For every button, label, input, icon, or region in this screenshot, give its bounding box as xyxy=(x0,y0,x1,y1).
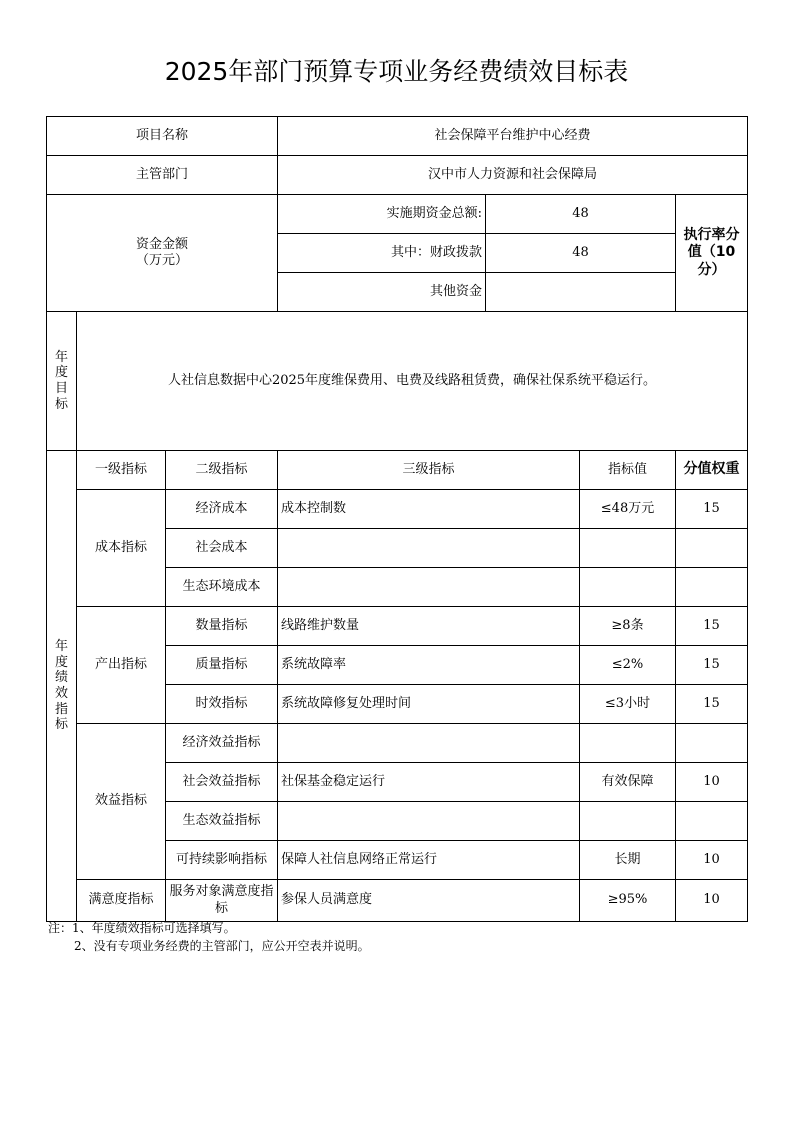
header-level1: 一级指标 xyxy=(77,451,166,490)
level2-cell: 时效指标 xyxy=(166,685,278,724)
indicator-value-cell: ≤3小时 xyxy=(580,685,676,724)
level1-cell: 成本指标 xyxy=(77,490,166,607)
annual-goal-text: 人社信息数据中心2025年度维保费用、电费及线路租赁费，确保社保系统平稳运行。 xyxy=(77,312,748,451)
table-row xyxy=(47,724,748,763)
indicator-value-cell xyxy=(580,802,676,841)
level1-cell: 满意度指标 xyxy=(77,880,166,922)
other-fund-label: 其他资金 xyxy=(278,273,486,312)
level2-cell: 数量指标 xyxy=(166,607,278,646)
weight-cell: 10 xyxy=(676,880,748,922)
weight-cell: 10 xyxy=(676,763,748,802)
header-level2: 二级指标 xyxy=(166,451,278,490)
weight-cell xyxy=(676,529,748,568)
indicator-value-cell: ≤2% xyxy=(580,646,676,685)
weight-cell xyxy=(676,568,748,607)
level2-cell: 经济成本 xyxy=(166,490,278,529)
table-row xyxy=(47,607,748,646)
dept-label: 主管部门 xyxy=(47,156,278,195)
level2-cell: 生态环境成本 xyxy=(166,568,278,607)
weight-cell: 10 xyxy=(676,841,748,880)
level3-cell xyxy=(278,724,580,763)
weight-cell: 15 xyxy=(676,646,748,685)
page-title: 2025年部门预算专项业务经费绩效目标表 xyxy=(164,57,629,86)
level1-cell: 效益指标 xyxy=(77,724,166,880)
table-row xyxy=(47,490,748,529)
indicator-value-cell: ≥95% xyxy=(580,880,676,922)
level3-cell xyxy=(278,529,580,568)
level2-cell: 社会成本 xyxy=(166,529,278,568)
table-row xyxy=(47,880,748,922)
header-value: 指标值 xyxy=(580,451,676,490)
indicator-value-cell: 有效保障 xyxy=(580,763,676,802)
performance-table xyxy=(46,116,748,922)
indicator-value-cell xyxy=(580,529,676,568)
weight-cell: 15 xyxy=(676,490,748,529)
weight-cell: 15 xyxy=(676,685,748,724)
project-name-value: 社会保障平台维护中心经费 xyxy=(278,117,748,156)
fund-label: 资金金额 （万元） xyxy=(47,195,278,312)
level2-cell: 经济效益指标 xyxy=(166,724,278,763)
total-fund-value: 48 xyxy=(486,195,676,234)
fiscal-fund-value: 48 xyxy=(486,234,676,273)
level3-cell: 参保人员满意度 xyxy=(278,880,580,922)
annual-goal-label: 年度目标 xyxy=(47,312,77,451)
indicator-value-cell: ≤48万元 xyxy=(580,490,676,529)
level2-cell: 可持续影响指标 xyxy=(166,841,278,880)
indicator-value-cell: ≥8条 xyxy=(580,607,676,646)
exec-rate-label: 执行率分值（10分） xyxy=(676,195,748,312)
header-level3: 三级指标 xyxy=(278,451,580,490)
project-name-label: 项目名称 xyxy=(47,117,278,156)
footnote-2: 2、没有专项业务经费的主管部门，应公开空表并说明。 xyxy=(74,939,370,953)
footnotes xyxy=(48,919,370,955)
level3-cell: 成本控制数 xyxy=(278,490,580,529)
indicator-section-label: 年度绩效指标 xyxy=(47,451,77,922)
fiscal-fund-label: 其中：财政拨款 xyxy=(278,234,486,273)
level3-cell: 社保基金稳定运行 xyxy=(278,763,580,802)
level1-cell: 产出指标 xyxy=(77,607,166,724)
level2-cell: 服务对象满意度指标 xyxy=(166,880,278,922)
weight-cell: 15 xyxy=(676,607,748,646)
level2-cell: 社会效益指标 xyxy=(166,763,278,802)
level2-cell: 质量指标 xyxy=(166,646,278,685)
indicator-value-cell xyxy=(580,568,676,607)
total-fund-label: 实施期资金总额: xyxy=(278,195,486,234)
level3-cell xyxy=(278,568,580,607)
level3-cell: 保障人社信息网络正常运行 xyxy=(278,841,580,880)
level3-cell xyxy=(278,802,580,841)
dept-value: 汉中市人力资源和社会保障局 xyxy=(278,156,748,195)
weight-cell xyxy=(676,802,748,841)
indicator-value-cell xyxy=(580,724,676,763)
level3-cell: 线路维护数量 xyxy=(278,607,580,646)
indicator-value-cell: 长期 xyxy=(580,841,676,880)
level3-cell: 系统故障修复处理时间 xyxy=(278,685,580,724)
level2-cell: 生态效益指标 xyxy=(166,802,278,841)
level3-cell: 系统故障率 xyxy=(278,646,580,685)
header-weight: 分值权重 xyxy=(676,451,748,490)
weight-cell xyxy=(676,724,748,763)
footnote-1: 注：1、年度绩效指标可选择填写。 xyxy=(48,921,236,935)
other-fund-value xyxy=(486,273,676,312)
